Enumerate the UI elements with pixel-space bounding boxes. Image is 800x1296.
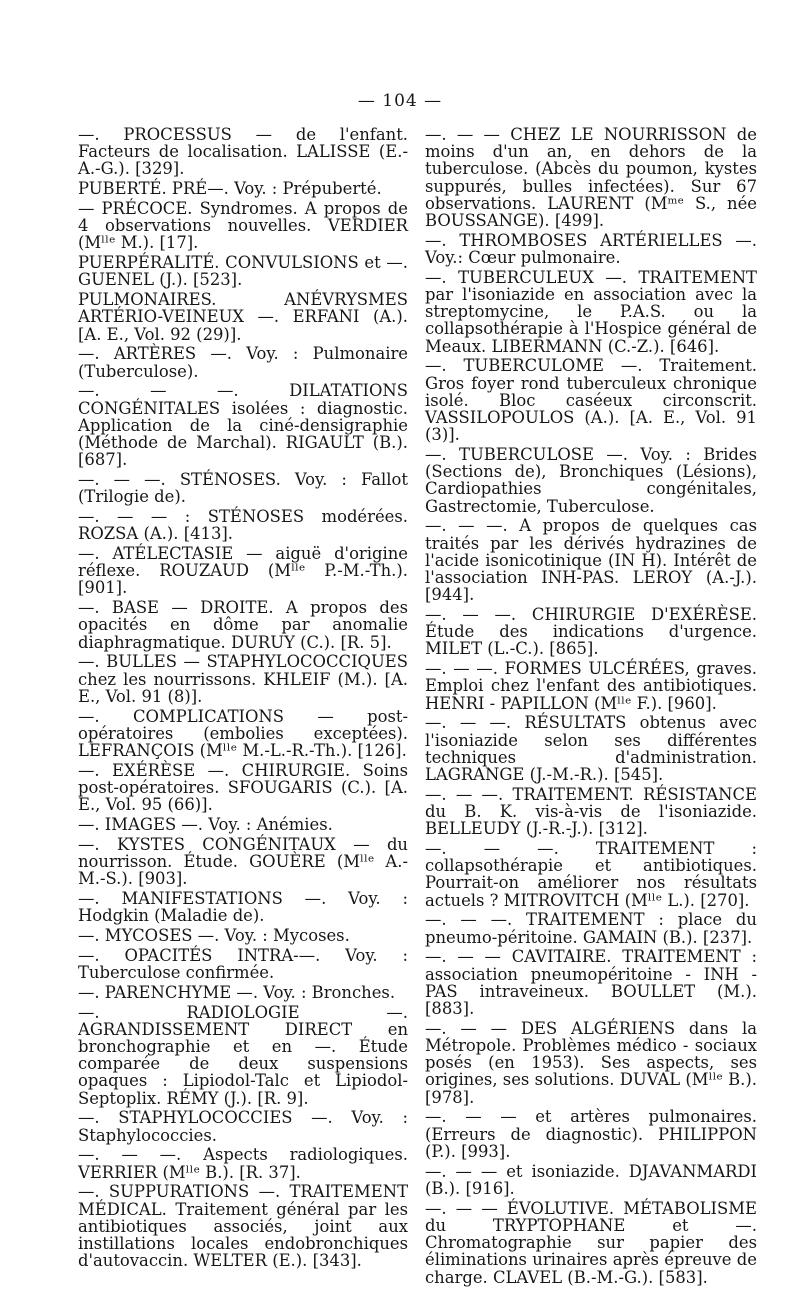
index-entry: PUERPÉRALITÉ. CONVULSIONS et —. GUENEL (J.). [523]. <box>78 253 408 290</box>
index-entry: —. TUBERCULOSE —. Voy. : Brides (Sections de), Bronchiques (Lésions), Cardiopathies congénitales, Gastrectomie, Tuberculose. <box>425 445 757 516</box>
index-entry: —. — — ÉVOLUTIVE. MÉTABOLISME du TRYPTOPHANE et —. Chromatographie sur papier des éliminations urinaires après épreuve de charge. CLAVEL (B.-M.-G.). [583]. <box>425 1198 757 1287</box>
index-entry: —. OPACITÉS INTRA-—. Voy. : Tuberculose confirmée. <box>78 945 408 983</box>
index-entry: —. — — et isoniazide. DJAVANMARDI (B.). [916]. <box>425 1161 757 1198</box>
index-entry: —. — — CAVITAIRE. TRAITEMENT : association pneumopéritoine - INH - PAS intraveineux. BOULLET (M.). [883]. <box>425 947 757 1019</box>
index-entry: —. — —. RÉSULTATS obtenus avec l'isoniazide selon ses différentes techniques d'administration. LAGRANGE (J.-M.-R.). [545]. <box>425 713 757 785</box>
index-entry: —. — —. TRAITEMENT. RÉSISTANCE du B. K. vis-à-vis de l'isoniazide. BELLEUDY (J.-R.-J.). [312]. <box>425 784 757 839</box>
index-entry: —. KYSTES CONGÉNITAUX — du nourrisson. Étude. GOUÈRE (Mˡˡᵉ A.-M.-S.). [903]. <box>78 834 408 889</box>
index-entry: —. COMPLICATIONS — post-opératoires (embolies exceptées). LEFRANÇOIS (Mˡˡᵉ M.-L.-R.-Th.). [126]. <box>78 706 408 761</box>
left-column <box>78 126 408 1272</box>
index-entry: PULMONAIRES. ANÉVRYSMES ARTÉRIO-VEINEUX —. ERFANI (A.). [A. E., Vol. 92 (29)]. <box>78 290 408 344</box>
index-entry: —. — — CHEZ LE NOURRISSON de moins d'un an, en dehors de la tuberculose. (Abcès du poumon, kystes suppurés, bulles infectées). Sur 67 observations. LAURENT (Mᵐᵉ S., née BOUSSANGE). [499]. <box>425 125 757 231</box>
index-entry: —. MYCOSES —. Voy. : Mycoses. <box>78 926 350 946</box>
index-entry: —. — —. A propos de quelques cas traités par les dérivés hydrazines de l'acide isonicotinique (IN H). Intérêt de l'association INH-PAS. LEROY (A.-J.). [944]. <box>425 516 757 605</box>
index-entry: —. PARENCHYME —. Voy. : Bronches. <box>78 982 396 1002</box>
index-entry: —. BULLES — STAPHYLOCOCCIQUES chez les nourrissons. KHLEIF (M.). [A. E., Vol. 91 (8)]. <box>78 652 408 706</box>
index-entry: —. IMAGES —. Voy. : Anémies. <box>78 815 333 835</box>
index-entry: —. STAPHYLOCOCCIES —. Voy. : Staphylococcies. <box>78 1108 408 1145</box>
index-entry: —. PROCESSUS — de l'enfant. Facteurs de localisation. LALISSE (E.-A.-G.). [329]. <box>78 125 408 179</box>
right-column <box>425 126 757 1288</box>
index-entry: —. RADIOLOGIE —. AGRANDISSEMENT DIRECT en bronchographie et en —. Étude comparée de deux suspensions opaques : Lipiodol-Talc et Lipiodol-Septoplix. RÉMY (J.). [R. 9]. <box>78 1002 408 1108</box>
index-entry: —. — —. FORMES ULCÉRÉES, graves. Emploi chez l'enfant des antibiotiques. HENRI - PAPILLON (Mˡˡᵉ F.). [960]. <box>425 659 757 713</box>
index-entry: —. — —. TRAITEMENT : collapsothérapie et antibiotiques. Pourrait-on améliorer nos résultats actuels ? MITROVITCH (Mˡˡᵉ L.). [270]. <box>425 839 757 910</box>
index-entry: — PRÉCOCE. Syndromes. A propos de 4 observations nouvelles. VERDIER (Mˡˡᵉ M.). [17]. <box>78 199 408 253</box>
index-entry: —. — — DES ALGÉRIENS dans la Métropole. Problèmes médico - sociaux posés (en 1953). Ses aspects, ses origines, ses solutions. DUVAL (Mˡˡᵉ B.). [978]. <box>425 1018 757 1107</box>
index-entry: —. THROMBOSES ARTÉRIELLES —. Voy.: Cœur pulmonaire. <box>425 230 757 268</box>
index-entry: —. BASE — DROITE. A propos des opacités en dôme par anomalie diaphragmatique. DURUY (C.). [R. 5]. <box>78 598 408 652</box>
index-entry: —. ATÉLECTASIE — aiguë d'origine réflexe. ROUZAUD (Mˡˡᵉ P.-M.-Th.). [901]. <box>78 544 408 598</box>
index-entry: —. — —. DILATATIONS CONGÉNITALES isolées : diagnostic. Application de la ciné-densigraphie (Méthode de Marchal). RIGAULT (B.). [687]. <box>78 381 408 470</box>
index-entry: —. TUBERCULOME —. Traitement. Gros foyer rond tuberculeux chronique isolé. Bloc caséeux circonscrit. VASSILOPOULOS (A.). [A. E., Vol. 91 (3)]. <box>425 356 757 445</box>
index-entry: —. — —. TRAITEMENT : place du pneumo-péritoine. GAMAIN (B.). [237]. <box>425 910 757 947</box>
index-entry: PUBERTÉ. PRÉ—. Voy. : Prépuberté. <box>78 179 382 199</box>
index-entry: —. SUPPURATIONS —. TRAITEMENT MÉDICAL. Traitement général par les antibiotiques associés, joint aux instillations locales endobronchiques d'autovaccin. WELTER (E.). [343]. <box>78 1182 408 1271</box>
index-entry: —. ARTÈRES —. Voy. : Pulmonaire (Tuberculose). <box>78 344 408 381</box>
index-entry: —. — —. STÉNOSES. Voy. : Fallot (Trilogie de). <box>78 470 408 507</box>
index-entry: —. — —. Aspects radiologiques. VERRIER (Mˡˡᵉ B.). [R. 37]. <box>78 1145 408 1182</box>
page-number: — 104 — <box>357 91 443 111</box>
index-entry: —. MANIFESTATIONS —. Voy. : Hodgkin (Maladie de). <box>78 889 408 926</box>
index-entry: —. — — : STÉNOSES modérées. ROZSA (A.). [413]. <box>78 507 408 544</box>
index-entry: —. TUBERCULEUX —. TRAITEMENT par l'isoniazide en association avec la streptomycine, le P.A.S. ou la collapsothérapie à l'Hospice général de Meaux. LIBERMANN (C.-Z.). [646]. <box>425 267 757 356</box>
index-entry: —. — — et artères pulmonaires. (Erreurs de diagnostic). PHILIPPON (P.). [993]. <box>425 1107 757 1161</box>
index-entry: —. — —. CHIRURGIE D'EXÉRÈSE. Étude des indications d'urgence. MILET (L.-C.). [865]. <box>425 605 757 659</box>
index-entry: —. EXÉRÈSE —. CHIRURGIE. Soins post-opératoires. SFOUGARIS (C.). [A. E., Vol. 95 (66)]. <box>78 760 408 815</box>
